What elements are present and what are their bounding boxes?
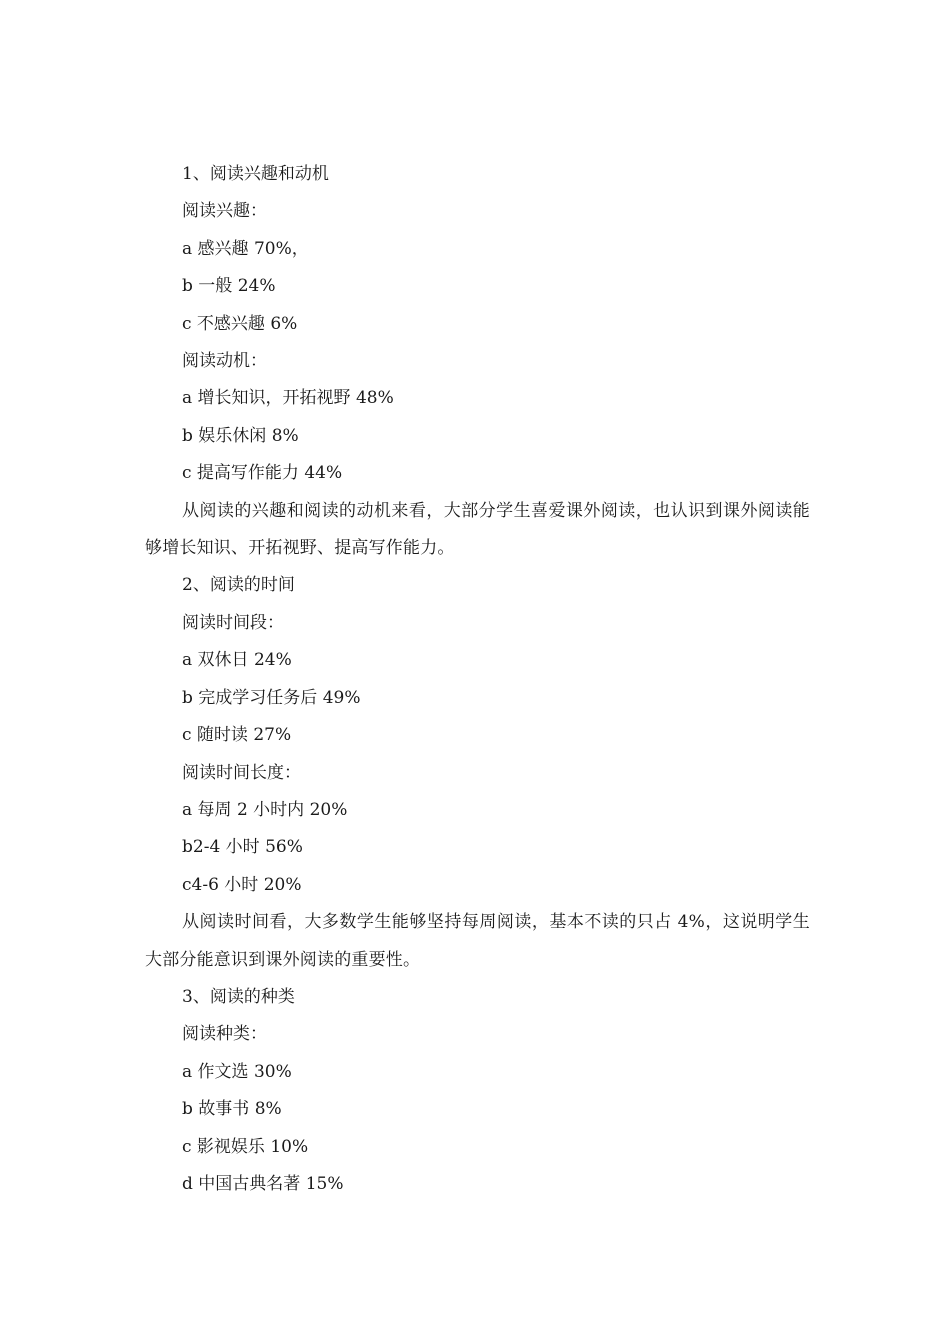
- list-item: d 中国古典名著 15%: [182, 1173, 344, 1194]
- list-item: a 感兴趣 70%，: [182, 238, 309, 259]
- list-item: c 影视娱乐 10%: [182, 1136, 309, 1157]
- subheading: 阅读兴趣：: [182, 201, 267, 222]
- section-heading: 3、阅读的种类: [182, 986, 295, 1007]
- paragraph: 从阅读时间看，大多数学生能够坚持每周阅读，基本不读的只占 4%，这说明学生大部分能意识到课外阅读的重要性。: [145, 912, 810, 970]
- list-item: a 每周 2 小时内 20%: [182, 799, 348, 820]
- list-item: b2-4 小时 56%: [182, 837, 303, 858]
- section-heading: 1、阅读兴趣和动机: [182, 164, 329, 184]
- list-item: c 随时读 27%: [182, 725, 292, 746]
- section-heading: 2、阅读的时间: [182, 575, 295, 596]
- list-item: b 完成学习任务后 49%: [182, 687, 361, 708]
- list-item: a 增长知识，开拓视野 48%: [182, 388, 394, 409]
- subheading: 阅读时间长度：: [182, 762, 301, 783]
- document-body: [145, 156, 810, 1203]
- list-item: a 作文选 30%: [182, 1061, 292, 1082]
- list-item: c 提高写作能力 44%: [182, 463, 343, 484]
- list-item: c 不感兴趣 6%: [182, 313, 298, 334]
- list-item: b 一般 24%: [182, 276, 276, 297]
- list-item: b 娱乐休闲 8%: [182, 425, 299, 446]
- list-item: b 故事书 8%: [182, 1099, 282, 1120]
- list-item: c4-6 小时 20%: [182, 874, 302, 895]
- list-item: a 双休日 24%: [182, 650, 292, 671]
- subheading: 阅读时间段：: [182, 612, 284, 633]
- subheading: 阅读动机：: [182, 351, 267, 372]
- subheading: 阅读种类：: [182, 1024, 267, 1045]
- paragraph: 从阅读的兴趣和阅读的动机来看，大部分学生喜爱课外阅读，也认识到课外阅读能够增长知识、开拓视野、提高写作能力。: [145, 500, 810, 559]
